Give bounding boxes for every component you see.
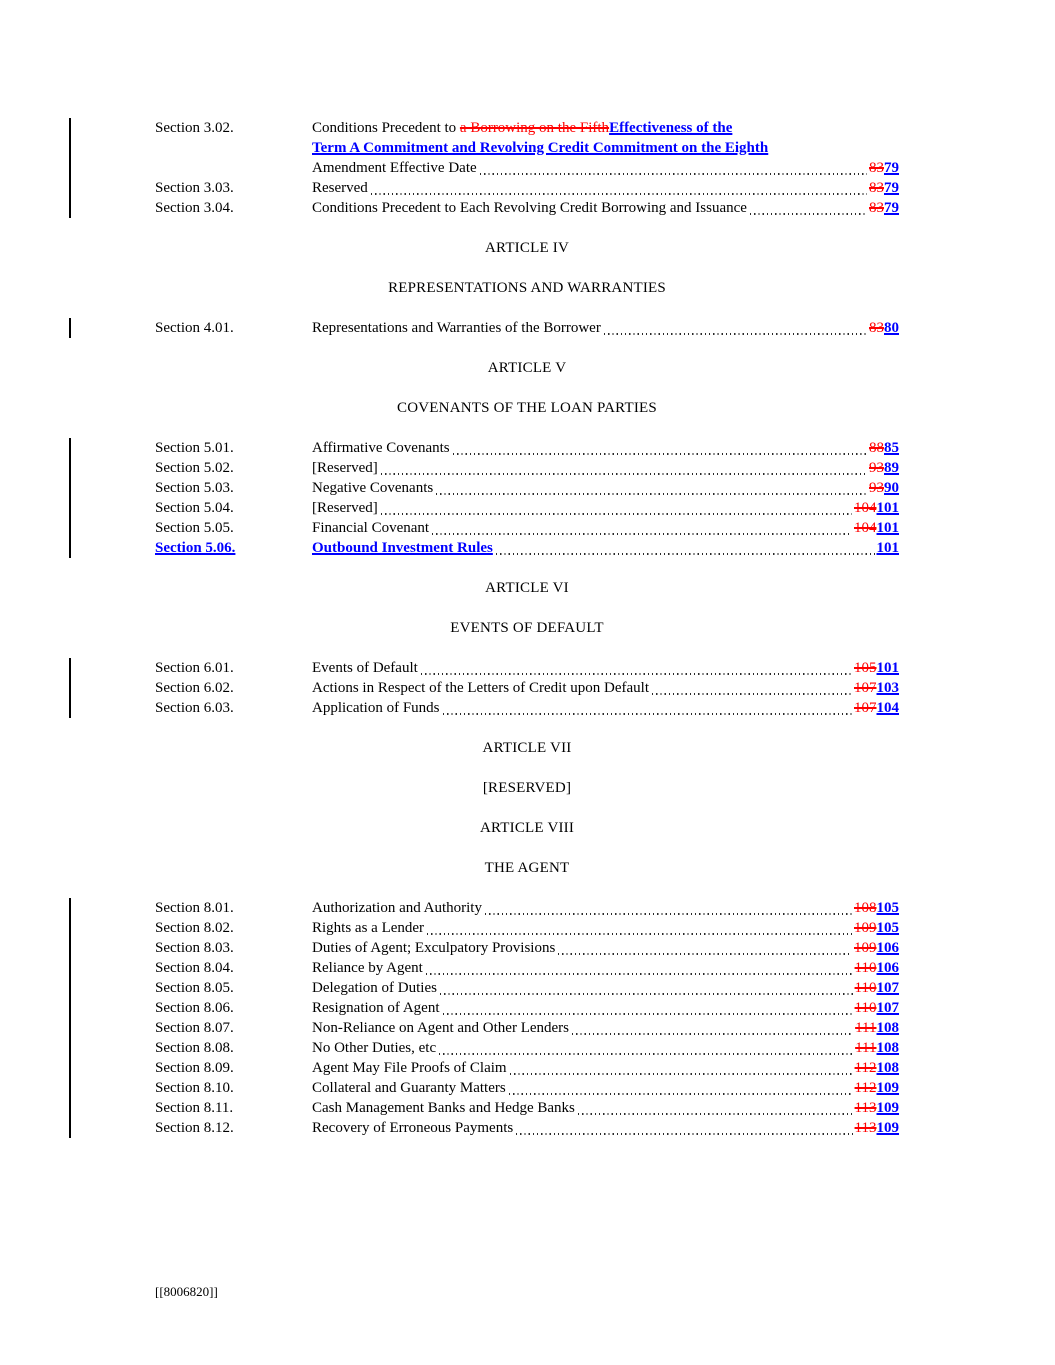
entry-line (312, 898, 899, 918)
page-number-del: 109 (854, 940, 877, 956)
page-numbers (854, 498, 899, 518)
entry-line (312, 318, 899, 338)
page-number-del: 111 (855, 1040, 877, 1056)
page-numbers (869, 458, 899, 478)
page-number-del: 83 (869, 200, 884, 216)
section-label: Section 8.02. (155, 920, 234, 936)
toc-entry (155, 518, 899, 538)
entry-group (155, 898, 899, 1138)
page-number-del: 104 (854, 500, 877, 516)
article-heading: [RESERVED] (482, 780, 572, 796)
title-segment-normal: Conditions Precedent to (312, 120, 460, 136)
entry-line (312, 138, 899, 158)
page-number-del: 110 (854, 980, 877, 996)
toc-entry (155, 318, 899, 338)
page-numbers (854, 658, 899, 678)
dot-leader (381, 473, 867, 475)
toc-entry (155, 198, 899, 218)
page-number-ins: 101 (876, 520, 899, 536)
title-segment-normal: Amendment Effective Date (312, 160, 477, 176)
title-segment-normal: No Other Duties, etc (312, 1040, 437, 1056)
section-label: Section 8.12. (155, 1120, 234, 1136)
toc-entry (155, 1038, 899, 1058)
section-label: Section 5.02. (155, 460, 234, 476)
dot-leader (516, 1133, 852, 1135)
entry-body (312, 518, 899, 538)
dot-leader (750, 213, 867, 215)
title-segment-normal: Conditions Precedent to Each Revolving Credit Borrowing and Issuance (312, 200, 747, 216)
entry-body (312, 938, 899, 958)
entry-line (312, 998, 899, 1018)
page-number-ins: 90 (884, 480, 899, 496)
entry-line (312, 438, 899, 458)
article-heading: ARTICLE V (487, 360, 567, 376)
entry-body (312, 698, 899, 718)
page-number-ins: 101 (876, 660, 899, 676)
entry-body (312, 438, 899, 458)
section-label: Section 8.06. (155, 1000, 234, 1016)
page-number-del: 105 (854, 660, 877, 676)
title-segment-normal: [Reserved] (312, 460, 378, 476)
page-numbers (855, 1058, 899, 1078)
entry-body (312, 318, 899, 338)
title-segment-normal: Reliance by Agent (312, 960, 423, 976)
page-numbers (855, 1018, 899, 1038)
title-segment-normal: Reserved (312, 180, 368, 196)
section-label: Section 5.03. (155, 480, 234, 496)
article-heading: COVENANTS OF THE LOAN PARTIES (397, 400, 657, 416)
page-numbers (854, 918, 899, 938)
page-number-del: 110 (854, 960, 877, 976)
entry-body (312, 678, 899, 698)
title-segment-normal: Non-Reliance on Agent and Other Lenders (312, 1020, 569, 1036)
article-heading: THE AGENT (484, 860, 570, 876)
entry-line (312, 978, 899, 998)
page-number-del: 93 (869, 480, 884, 496)
page-numbers (855, 1038, 899, 1058)
toc-entry (155, 498, 899, 518)
dot-leader (432, 533, 852, 535)
entry-line (312, 918, 899, 938)
page-number-ins: 79 (884, 200, 899, 216)
page-numbers (855, 958, 899, 978)
page-number-ins: 106 (876, 960, 899, 976)
section-label: Section 8.01. (155, 900, 234, 916)
entry-body (312, 1038, 899, 1058)
entry-body (312, 498, 899, 518)
dot-leader (443, 713, 853, 715)
page-numbers (855, 1078, 899, 1098)
page-number-del: 112 (854, 1080, 877, 1096)
section-label: Section 8.03. (155, 940, 234, 956)
dot-leader (440, 993, 853, 995)
entry-group (155, 438, 899, 558)
page-number-ins: 101 (876, 500, 899, 516)
page-number-del: 107 (854, 680, 877, 696)
entry-line (312, 458, 899, 478)
page-number-del: 108 (854, 900, 877, 916)
page-number-del: 107 (854, 700, 877, 716)
page-number-ins: 107 (876, 1000, 899, 1016)
entry-line (312, 498, 899, 518)
page-numbers (869, 318, 899, 338)
title-segment-ins: Effectiveness of the (609, 120, 733, 136)
entry-group (155, 658, 899, 718)
section-label: Section 8.10. (155, 1080, 234, 1096)
article-heading: ARTICLE VIII (479, 820, 575, 836)
page-number-del: 83 (869, 180, 884, 196)
entry-body (312, 1098, 899, 1118)
entry-group (155, 118, 899, 218)
title-segment-normal: Authorization and Authority (312, 900, 482, 916)
title-segment-normal: [Reserved] (312, 500, 378, 516)
entry-body (312, 538, 899, 558)
entry-body (312, 458, 899, 478)
page-number-del: 83 (869, 160, 884, 176)
title-segment-ins: Term A Commitment and Revolving Credit Commitment on the Eighth (312, 140, 769, 156)
toc-entry (155, 698, 899, 718)
page-numbers (855, 1098, 899, 1118)
toc-entry (155, 178, 899, 198)
page-number-ins: 108 (876, 1060, 899, 1076)
page-number-del: 113 (854, 1120, 877, 1136)
article-heading: ARTICLE VII (482, 740, 572, 756)
page-numbers (877, 538, 900, 558)
dot-leader (496, 553, 875, 555)
page-number-ins: 109 (876, 1120, 899, 1136)
entry-group (155, 318, 899, 338)
title-segment-normal: Application of Funds (312, 700, 440, 716)
section-label: Section 8.08. (155, 1040, 234, 1056)
page-number-del: 113 (854, 1100, 877, 1116)
dot-leader (604, 333, 867, 335)
toc-entry (155, 938, 899, 958)
section-label: Section 5.06. (155, 540, 236, 556)
dot-leader (371, 193, 867, 195)
article-heading: EVENTS OF DEFAULT (450, 620, 604, 636)
document-control-number: [[8006820]] (155, 1284, 218, 1299)
page-number-ins: 105 (876, 900, 899, 916)
entry-body (312, 478, 899, 498)
entry-body (312, 178, 899, 198)
toc-entry (155, 918, 899, 938)
page-number-del: 83 (869, 320, 884, 336)
entry-body (312, 658, 899, 678)
page-number-ins: 79 (884, 180, 899, 196)
dot-leader (439, 1053, 853, 1055)
dot-leader (443, 1013, 853, 1015)
section-label: Section 4.01. (155, 320, 234, 336)
page-number-del: 88 (869, 440, 884, 456)
page-numbers (854, 938, 899, 958)
section-label: Section 6.02. (155, 680, 234, 696)
entry-body (312, 198, 899, 218)
entry-line (312, 1058, 899, 1078)
dot-leader (558, 953, 852, 955)
page-number-ins: 109 (876, 1080, 899, 1096)
section-label: Section 5.04. (155, 500, 234, 516)
page-number-ins: 89 (884, 460, 899, 476)
entry-line (312, 1098, 899, 1118)
section-label: Section 8.11. (155, 1100, 234, 1116)
section-label: Section 6.01. (155, 660, 234, 676)
page-number-ins: 103 (876, 680, 899, 696)
entry-line (312, 1018, 899, 1038)
page-numbers (854, 898, 899, 918)
toc-entry (155, 898, 899, 918)
toc-entry (155, 1078, 899, 1098)
section-label: Section 8.07. (155, 1020, 234, 1036)
toc-entry (155, 438, 899, 458)
title-segment-normal: Cash Management Banks and Hedge Banks (312, 1100, 575, 1116)
title-segment-normal: Representations and Warranties of the Borrower (312, 320, 601, 336)
title-segment-normal: Duties of Agent; Exculpatory Provisions (312, 940, 556, 956)
section-label: Section 3.02. (155, 120, 234, 136)
section-label: Section 6.03. (155, 700, 234, 716)
article-heading: ARTICLE IV (484, 240, 569, 256)
entry-body (312, 1078, 899, 1098)
page-number-ins: 108 (876, 1020, 899, 1036)
dot-leader (421, 673, 852, 675)
toc-entry (155, 998, 899, 1018)
entry-line (312, 158, 899, 178)
title-segment-normal: Delegation of Duties (312, 980, 437, 996)
title-segment-normal: Collateral and Guaranty Matters (312, 1080, 506, 1096)
page-number-del: 111 (855, 1020, 877, 1036)
entry-line (312, 178, 899, 198)
dot-leader (578, 1113, 853, 1115)
page-number-ins: 109 (876, 1100, 899, 1116)
dot-leader (480, 173, 867, 175)
dot-leader (485, 913, 852, 915)
page-number-ins: 106 (876, 940, 899, 956)
entry-line (312, 1078, 899, 1098)
title-segment-del: a Borrowing on the Fifth (459, 120, 610, 136)
page-numbers (854, 678, 899, 698)
title-segment-normal: Agent May File Proofs of Claim (312, 1060, 507, 1076)
dot-leader (436, 493, 867, 495)
entry-line (312, 678, 899, 698)
entry-line (312, 658, 899, 678)
entry-body (312, 978, 899, 998)
entry-line (312, 478, 899, 498)
dot-leader (572, 1033, 853, 1035)
section-label: Section 5.01. (155, 440, 234, 456)
page-number-ins: 85 (884, 440, 899, 456)
page-number-del: 112 (854, 1060, 877, 1076)
page-number-del: 104 (854, 520, 877, 536)
section-label: Section 8.04. (155, 960, 234, 976)
dot-leader (426, 973, 853, 975)
toc-entry (155, 1118, 899, 1138)
entry-body (312, 118, 899, 178)
entry-body (312, 1118, 899, 1138)
toc-entry (155, 118, 899, 178)
entry-line (312, 118, 899, 138)
title-segment-normal: Rights as a Lender (312, 920, 425, 936)
entry-line (312, 698, 899, 718)
dot-leader (427, 933, 852, 935)
article-heading: ARTICLE VI (485, 580, 569, 596)
toc-entry (155, 1058, 899, 1078)
entry-line (312, 198, 899, 218)
page-numbers (869, 158, 899, 178)
toc-entry (155, 958, 899, 978)
dot-leader (453, 453, 867, 455)
page-number-del: 109 (854, 920, 877, 936)
article-heading: REPRESENTATIONS AND WARRANTIES (388, 280, 666, 296)
toc-entry (155, 1098, 899, 1118)
entry-line (312, 1038, 899, 1058)
page-number-ins: 80 (884, 320, 899, 336)
entry-body (312, 1058, 899, 1078)
title-segment-normal: Events of Default (312, 660, 418, 676)
toc-entry (155, 658, 899, 678)
entry-line (312, 938, 899, 958)
dot-leader (510, 1073, 853, 1075)
section-label: Section 3.04. (155, 200, 234, 216)
entry-line (312, 538, 899, 558)
page-numbers (869, 478, 899, 498)
toc-entry (155, 458, 899, 478)
page-number-ins: 101 (876, 540, 899, 556)
page-number-ins: 104 (876, 700, 899, 716)
title-segment-normal: Resignation of Agent (312, 1000, 440, 1016)
page-number-ins: 79 (884, 160, 899, 176)
title-segment-normal: Actions in Respect of the Letters of Credit upon Default (312, 680, 649, 696)
title-segment-normal: Negative Covenants (312, 480, 434, 496)
entry-body (312, 898, 899, 918)
page-number-del: 93 (869, 460, 884, 476)
page-number-ins: 107 (876, 980, 899, 996)
toc-entry (155, 1018, 899, 1038)
section-label: Section 8.05. (155, 980, 234, 996)
toc-entry (155, 978, 899, 998)
toc-entry (155, 678, 899, 698)
page-numbers (854, 518, 899, 538)
toc (155, 118, 899, 1138)
entry-line (312, 958, 899, 978)
section-label: Section 3.03. (155, 180, 234, 196)
entry-body (312, 918, 899, 938)
page-numbers (855, 978, 899, 998)
entry-line (312, 1118, 899, 1138)
dot-leader (509, 1093, 853, 1095)
title-segment-ins: Outbound Investment Rules (312, 540, 493, 556)
page-numbers (855, 1118, 899, 1138)
entry-body (312, 958, 899, 978)
section-label: Section 5.05. (155, 520, 234, 536)
title-segment-normal: Affirmative Covenants (312, 440, 450, 456)
title-segment-normal: Financial Covenant (312, 520, 430, 536)
entry-body (312, 998, 899, 1018)
title-segment-normal: Recovery of Erroneous Payments (312, 1120, 514, 1136)
page-numbers (869, 198, 899, 218)
entry-line (312, 518, 899, 538)
dot-leader (652, 693, 852, 695)
dot-leader (381, 513, 852, 515)
page-numbers (869, 178, 899, 198)
entry-body (312, 1018, 899, 1038)
section-label: Section 8.09. (155, 1060, 234, 1076)
page-number-del: 110 (854, 1000, 877, 1016)
page-numbers (869, 438, 899, 458)
toc-entry (155, 538, 899, 558)
toc-entry (155, 478, 899, 498)
page-numbers (855, 998, 899, 1018)
page-number-ins: 105 (876, 920, 899, 936)
page-number-ins: 108 (876, 1040, 899, 1056)
page-numbers (854, 698, 899, 718)
